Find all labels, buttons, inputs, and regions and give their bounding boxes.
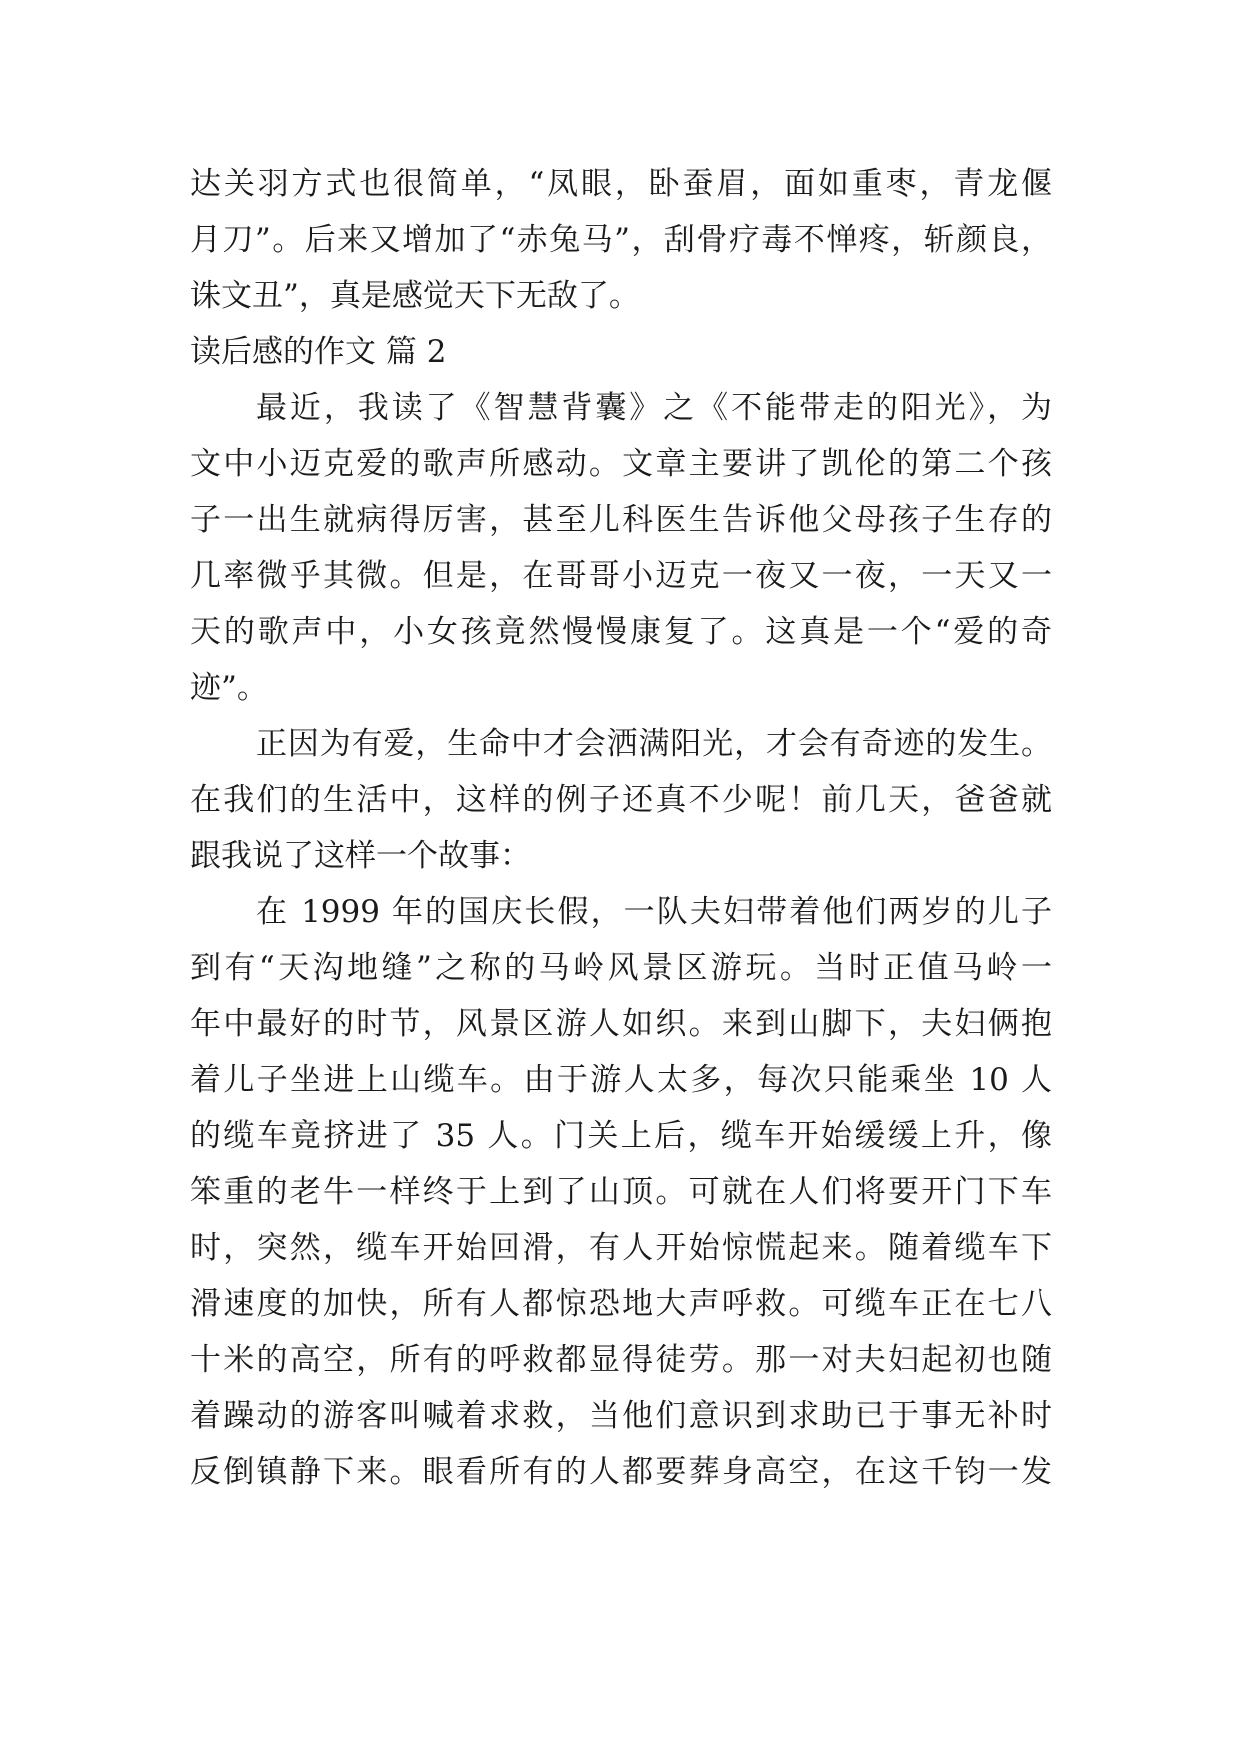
text-line: 正因为有爱，生命中才会洒满阳光，才会有奇迹的发生。	[256, 726, 1052, 762]
text-line: 在我们的生活中，这样的例子还真不少呢！前几天，爸爸就	[190, 782, 1052, 818]
text-line: 时，突然，缆车开始回滑，有人开始惊慌起来。随着缆车下	[190, 1230, 1052, 1266]
text-line: 十米的高空，所有的呼救都显得徒劳。那一对夫妇起初也随	[190, 1342, 1052, 1378]
text-line: 子一出生就病得厉害，甚至儿科医生告诉他父母孩子生存的	[190, 502, 1052, 538]
text-line: 反倒镇静下来。眼看所有的人都要葬身高空，在这千钧一发	[190, 1454, 1052, 1490]
text-line: 迹”。	[190, 670, 268, 706]
text-line: 天的歌声中，小女孩竟然慢慢康复了。这真是一个“爱的奇	[190, 614, 1052, 650]
text-line: 最近，我读了《智慧背囊》之《不能带走的阳光》，为	[256, 390, 1052, 426]
text-line: 的缆车竟挤进了 35 人。门关上后，缆车开始缓缓上升，像	[190, 1118, 1052, 1154]
section-heading: 读后感的作文 篇 2	[190, 334, 447, 370]
essay-body	[190, 156, 1052, 1500]
text-line: 年中最好的时节，风景区游人如织。来到山脚下，夫妇俩抱	[190, 1006, 1052, 1042]
text-line: 着儿子坐进上山缆车。由于游人太多，每次只能乘坐 10 人	[190, 1062, 1052, 1098]
text-line: 在 1999 年的国庆长假，一队夫妇带着他们两岁的儿子	[256, 894, 1052, 930]
text-line: 诛文丑”，真是感觉天下无敌了。	[190, 278, 640, 314]
text-line: 滑速度的加快，所有人都惊恐地大声呼救。可缆车正在七八	[190, 1286, 1052, 1322]
text-line: 跟我说了这样一个故事：	[190, 838, 531, 874]
text-line: 达关羽方式也很简单，“凤眼，卧蚕眉，面如重枣，青龙偃	[190, 166, 1052, 202]
text-line: 到有“天沟地缝”之称的马岭风景区游玩。当时正值马岭一	[190, 950, 1052, 986]
text-line: 笨重的老牛一样终于上到了山顶。可就在人们将要开门下车	[190, 1174, 1052, 1210]
text-line: 月刀”。后来又增加了“赤兔马”，刮骨疗毒不惮疼，斩颜良，	[190, 222, 1052, 258]
text-line: 文中小迈克爱的歌声所感动。文章主要讲了凯伦的第二个孩	[190, 446, 1052, 482]
text-line: 着躁动的游客叫喊着求救，当他们意识到求助已于事无补时	[190, 1398, 1052, 1434]
text-line: 几率微乎其微。但是，在哥哥小迈克一夜又一夜，一天又一	[190, 558, 1052, 594]
